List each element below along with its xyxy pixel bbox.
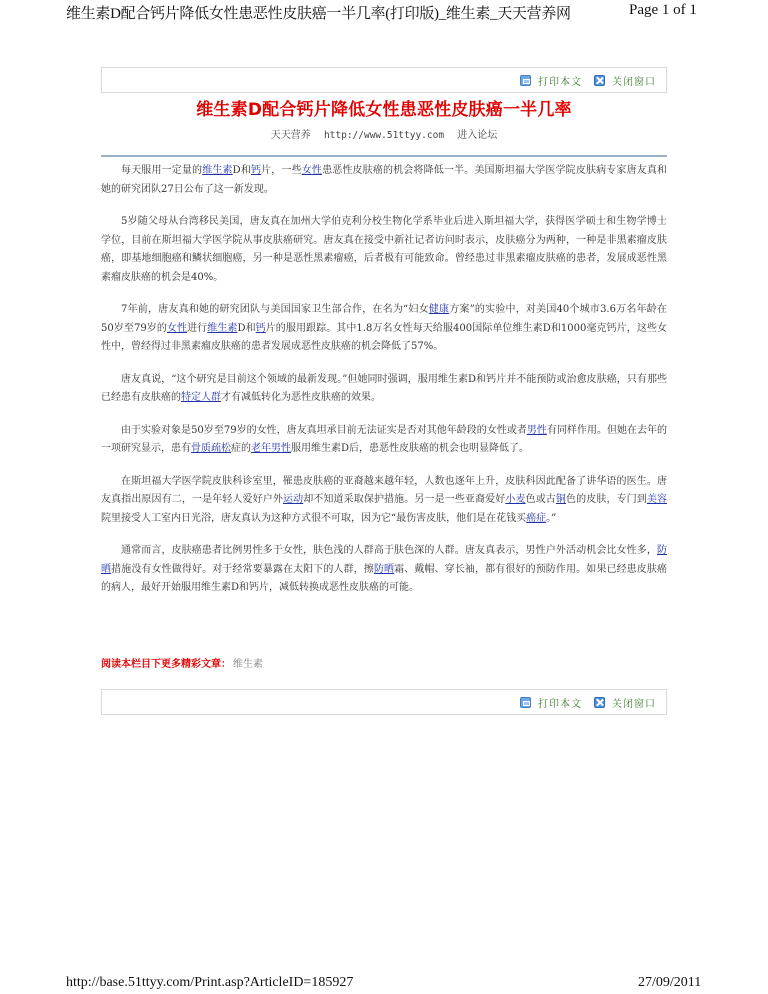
paragraph-text: 由于实验对象是50岁至79岁的女性，唐友真坦承目前无法证实是否对其他年龄段的女性或者 [121,424,527,436]
keyword-link[interactable]: 钙 [250,165,262,176]
paragraph-text: 方案”的实验中，对美国40个城市3.6万名年龄在50岁至79岁的 [101,304,667,334]
article-paragraph [101,213,667,287]
close-window-button-bottom[interactable] [594,695,656,710]
paragraph-text: 7年前，唐友真和她的研究团队与美国国家卫生部合作，在名为“妇女 [121,304,429,315]
paragraph-text: 色的皮肤，专门到 [566,494,647,505]
article-paragraph [101,473,667,529]
paragraph-text: D和 [237,322,256,334]
enter-forum-link[interactable]: 进入论坛 [457,130,498,141]
paragraph-text: 服用维生素D后，患恶性皮肤癌的机会也明显降低了。 [291,443,530,454]
article-paragraph [101,162,667,199]
keyword-link[interactable]: 防晒 [373,563,395,575]
keyword-link[interactable]: 老年男性 [251,443,291,454]
title-separator [101,155,667,157]
byline-source: 天天营养 [270,130,311,141]
print-article-button-bottom[interactable] [520,695,582,710]
paragraph-text: 片，一些 [261,165,302,176]
close-window-icon [594,75,605,86]
keyword-link[interactable]: 钙 [255,322,266,334]
keyword-link[interactable]: 女性 [301,165,323,176]
keyword-link[interactable]: 小麦 [505,494,526,505]
print-date: 27/09/2011 [638,975,702,990]
paragraph-text: 措施没有女性做得好。对于经常要暴露在太阳下的人群，擦 [111,563,374,575]
close-window-icon [594,697,605,708]
paragraph-text: 院里接受人工室内日光浴，唐友真认为这种方式很不可取，因为它“最伤害皮肤，他们是在花钱买 [101,512,527,524]
keyword-link[interactable]: 铜 [555,494,567,505]
paragraph-text: 有同样作用。但她在去年的一项研究显示，患有 [101,424,668,454]
more-articles-category-link[interactable]: 维生素 [233,659,263,670]
keyword-link[interactable]: 美容 [646,494,668,505]
paragraph-text: 5岁随父母从台湾移民美国，唐友真在加州大学伯克利分校生物化学系毕业后进入斯坦福大学，获得医学硕士和生物学博士学位，目前在斯坦福大学医学院从事皮肤癌研究。唐友真在接受中新社记者访问时表示，皮肤癌分为两种，一种是非黑素瘤皮肤癌，即基地细胞癌和鳞状细胞癌，另一种是恶性黑素瘤癌，后者极有可能致命。曾经患过非黑素瘤皮肤癌的患者，发展成恶性黑素瘤皮肤癌的机会是40%。 [101,216,667,283]
top-toolbar [101,67,667,93]
article-title: 维生素D配合钙片降低女性患恶性皮肤癌一半几率 [196,100,572,120]
page-number: Page 1 of 1 [629,2,697,18]
paragraph-text: 唐友真说，“这个研究是目前这个领域的最新发现。”但她同时强调，服用维生素D和钙片并不能预防或治愈皮肤癌，只有那些已经患有皮肤癌的 [101,373,667,403]
paragraph-text: 才有减低转化为恶性皮肤癌的效果。 [221,392,381,403]
print-label: 打印本文 [538,76,582,88]
article-paragraph [101,422,667,459]
keyword-link[interactable]: 女性 [166,322,188,334]
close-label: 关闭窗口 [612,76,656,88]
article-paragraph [101,371,667,408]
paragraph-text: 通常而言，皮肤癌患者比例男性多于女性，肤色浅的人群高于肤色深的人群。唐友真表示，男性户外活动机会比女性多， [121,545,657,556]
paragraph-text: 片的服用跟踪。其中1.8万名女性每天给服400国际单位维生素D和1000毫克钙片，这些女性中，曾经得过非黑素瘤皮肤癌的患者发展成恶性皮肤癌的机会降低了57%。 [101,322,667,352]
keyword-link[interactable]: 健康 [428,304,450,315]
more-articles-line [101,655,263,670]
byline-site-url[interactable]: http://www.51ttyy.com [323,130,445,141]
paragraph-text: 在斯坦福大学医学院皮肤科诊室里，罹患皮肤癌的亚裔越来越年轻，人数也逐年上升，皮肤科因此配备了讲华语的医生。唐友真指出原因有二，一是年轻人爱好户外 [101,475,667,505]
keyword-link[interactable]: 特定人群 [181,392,221,403]
paragraph-text: D和 [232,165,251,176]
paragraph-text: 。” [546,512,557,524]
pdf-page-footer [0,975,768,994]
article-body [101,162,667,612]
bottom-toolbar [101,689,667,715]
source-url: http://base.51ttyy.com/Print.asp?ArticleID=185927 [66,975,354,990]
keyword-link[interactable]: 运动 [282,494,304,505]
keyword-link[interactable]: 男性 [526,424,547,436]
keyword-link[interactable]: 骨质疏松 [191,443,231,454]
more-articles-label: 阅读本栏目下更多精彩文章： [101,659,231,670]
article-paragraph [101,301,667,357]
keyword-link[interactable]: 维生素 [202,165,233,176]
paragraph-text: 进行 [187,322,208,334]
paragraph-text: 色或古 [525,494,556,505]
keyword-link[interactable]: 维生素 [207,322,238,334]
print-article-button[interactable] [520,73,582,88]
keyword-link[interactable]: 癌症 [526,512,547,524]
close-window-button[interactable] [594,73,656,88]
keyword-link[interactable]: 防晒 [101,545,667,575]
byline [0,126,768,141]
article-paragraph [101,542,667,598]
close-label: 关闭窗口 [612,698,656,710]
pdf-page-header [0,0,768,24]
paragraph-text: 霜、戴帽、穿长袖，都有很好的预防作用。如果已经患皮肤癌的病人，最好开始服用维生素D和钙片，减低转换成恶性皮肤癌的可能。 [101,563,668,593]
paragraph-text: 却不知道采取保护措施。另一是一些亚裔爱好 [303,494,506,505]
paragraph-text: 症的 [231,443,251,454]
paragraph-text: 每天服用一定量的 [121,165,203,176]
print-label: 打印本文 [538,698,582,710]
print-icon [520,697,531,708]
document-title: 维生素D配合钙片降低女性患恶性皮肤癌一半几率(打印版)_维生素_天天营养网 [66,6,571,22]
print-icon [520,75,531,86]
paragraph-text: 患恶性皮肤癌的机会将降低一半。美国斯坦福大学医学院皮肤病专家唐友真和她的研究团队27日公布了这一新发现。 [101,165,668,195]
